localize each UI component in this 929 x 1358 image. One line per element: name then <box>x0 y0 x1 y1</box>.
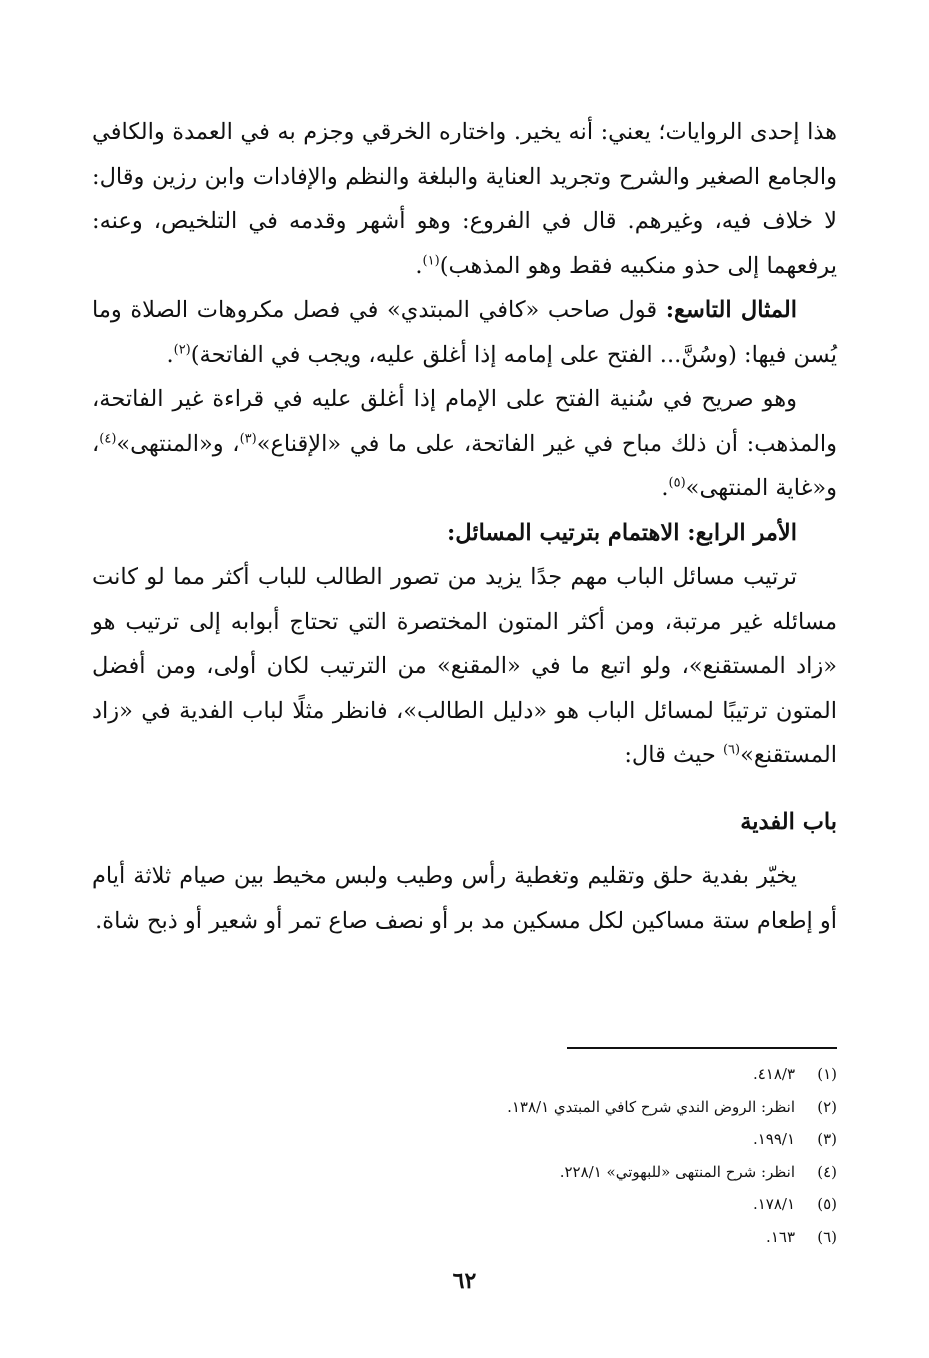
main-text <box>92 110 837 943</box>
footnote <box>92 1188 837 1221</box>
footnote-text: ١٦٣. <box>766 1227 795 1246</box>
footnote-ref-4: (٤) <box>99 431 117 446</box>
footnote-number: (٣) <box>817 1130 837 1148</box>
footnote-text: انظر: شرح المنتهى «للبهوتي» ٢٢٨/١. <box>559 1162 795 1181</box>
footnote-number: (٢) <box>817 1097 837 1116</box>
paragraph-1-text: هذا إحدى الروايات؛ يعني: أنه يخير. واختاره الخرقي وجزم به في العمدة والكافي والجامع الصغير والشرح وتجريد العناية والبلغة والنظم والإفادات وابن رزين وقال: لا خلاف فيه، وغيرهم. قال في الفروع: وهو أشهر وقدمه في التلخيص، وعنه: يرفعهما إلى حذو منكبيه فقط وهو المذهب) <box>92 119 837 279</box>
paragraph-3-text-a: وهو صريح في سُنية الفتح على الإمام إذا أغلق عليه في قراءة غير الفاتحة، والمذهب: أن ذلك مباح في غير الفاتحة، على ما في «الإقناع» <box>92 386 837 457</box>
footnote-text: ١٧٨/١. <box>752 1195 795 1213</box>
footnote-ref-6: (٦) <box>722 742 741 758</box>
footnote <box>92 1123 837 1156</box>
paragraph-5 <box>92 555 837 778</box>
footnote-ref-1: (١) <box>422 253 440 268</box>
footnote-text: ١٩٩/١. <box>752 1130 795 1148</box>
footnote-number: (٤) <box>817 1162 837 1181</box>
footnote <box>92 1091 837 1124</box>
paragraph-6: يخيّر بفدية حلق وتقليم وتغطية رأس وطيب ولبس مخيط بين صيام ثلاثة أيام أو إطعام ستة مساكين لكل مسكين مد بر أو نصف صاع تمر أو شعير أو ذبح شاة. <box>92 863 837 934</box>
footnote-number: (٥) <box>817 1195 837 1213</box>
footnote-text: ٤١٨/٣. <box>752 1065 795 1083</box>
paragraph-3-text-b: ، و«المنتهى» <box>116 430 240 457</box>
section-heading-fourth: الأمر الرابع: الاهتمام بترتيب المسائل: <box>447 519 797 546</box>
paragraph-3 <box>92 377 837 511</box>
footnote-separator <box>567 1047 837 1049</box>
paragraph-5-end: حيث قال: <box>624 742 723 768</box>
footnote-ref-2: (٢) <box>173 342 191 357</box>
footnotes <box>92 1058 837 1253</box>
paragraph-3-text-c: ، و«غاية المنتهى» <box>92 430 837 501</box>
footnote-number: (١) <box>817 1065 837 1083</box>
footnote-ref-3: (٣) <box>239 431 257 446</box>
paragraph-2 <box>92 288 837 377</box>
footnote-text: انظر: الروض الندي شرح كافي المبتدي ١٣٨/١. <box>507 1097 795 1116</box>
paragraph-1-end: . <box>415 252 423 279</box>
footnote <box>92 1058 837 1091</box>
example-nine-label: المثال التاسع: <box>665 297 797 323</box>
footnote <box>92 1156 837 1189</box>
footnote-number: (٦) <box>817 1227 837 1246</box>
paragraph-3-end: . <box>661 475 669 501</box>
paragraph-1 <box>92 110 837 288</box>
paragraph-5-text: ترتيب مسائل الباب مهم جدًا يزيد من تصور الطالب للباب أكثر مما لو كانت مسائله غير مرتبة، ومن أكثر المتون المختصرة التي تحتاج أبوابه إلى ترتيب هو «زاد المستقنع»، ولو اتبع ما في «المقنع» من الترتيب لكان أولى، ومن أفضل المتون ترتيبًا لمسائل الباب هو «دليل الطالب»، فانظر مثلًا لباب الفدية في «زاد المستقنع» <box>92 564 837 768</box>
paragraph-2-end: . <box>166 341 174 368</box>
chapter-heading: باب الفدية <box>740 808 837 835</box>
footnote-ref-5: (٥) <box>668 475 686 491</box>
page-number: ٦٢ <box>452 1268 477 1294</box>
footnote <box>92 1221 837 1254</box>
paragraph-2-text: قول صاحب «كافي المبتدي» في فصل مكروهات الصلاة وما يُسن فيها: (وسُنَّ... الفتح على إمامه إذا أغلق عليه، ويجب في الفاتحة) <box>92 297 837 368</box>
